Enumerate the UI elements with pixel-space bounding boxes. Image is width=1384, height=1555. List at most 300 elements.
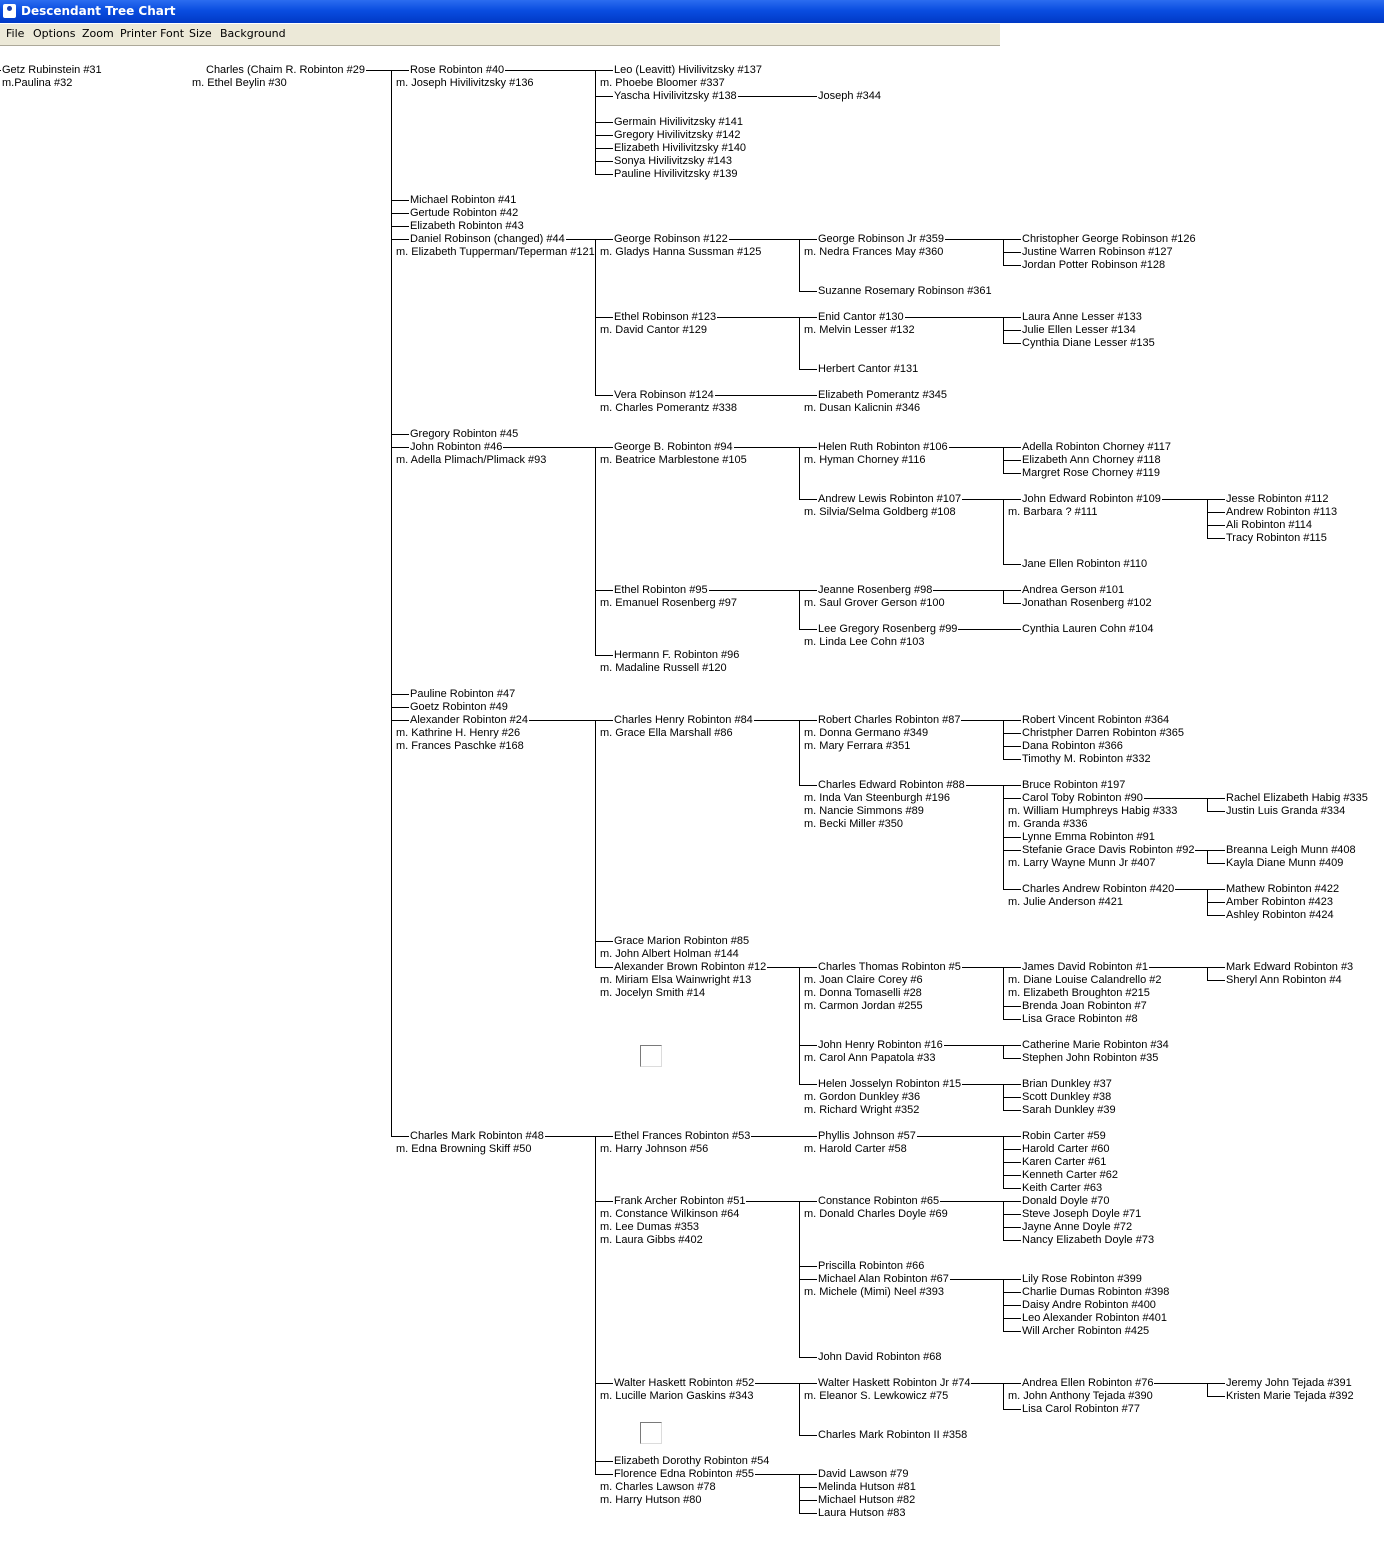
connector-line [503, 447, 595, 448]
connector-line [391, 226, 409, 227]
spouse-label: m. Michele (Mimi) Neel #393 [804, 1286, 944, 1298]
connector-line [1003, 1214, 1021, 1215]
person-node[interactable]: Lisa Grace Robinton #8 [1022, 1013, 1138, 1025]
person-node[interactable]: Jesse Robinton #112 [1226, 493, 1329, 505]
spouse-label: m. Harold Carter #58 [804, 1143, 907, 1155]
connector-line [746, 1201, 799, 1202]
person-node[interactable]: Hermann F. Robinton #96 [614, 649, 740, 661]
person-node[interactable]: Charles Andrew Robinton #420 [1022, 883, 1175, 895]
person-node[interactable]: Gregory Hivilivitzsky #142 [614, 129, 741, 141]
connector-line [944, 1045, 1003, 1046]
person-node[interactable]: Carol Toby Robinton #90 [1022, 792, 1143, 804]
connector-line [799, 1201, 817, 1202]
spouse-label: m. Lucille Marion Gaskins #343 [600, 1390, 754, 1402]
connector-line [1003, 1331, 1021, 1332]
connector-line [1003, 460, 1021, 461]
connector-line [799, 967, 800, 1085]
person-node[interactable]: Melinda Hutson #81 [818, 1481, 916, 1493]
spouse-label: m. Charles Lawson #78 [600, 1481, 716, 1493]
person-node[interactable]: Amber Robinton #423 [1226, 896, 1334, 908]
person-node[interactable]: Daisy Andre Robinton #400 [1022, 1299, 1156, 1311]
person-node[interactable]: Sarah Dunkley #39 [1022, 1104, 1116, 1116]
person-node[interactable]: Germain Hivilivitzsky #141 [614, 116, 743, 128]
connector-line [1003, 1006, 1021, 1007]
connector-line [1207, 850, 1208, 864]
person-node[interactable]: Andrew Robinton #113 [1226, 506, 1338, 518]
person-node[interactable]: Elizabeth Dorothy Robinton #54 [614, 1455, 770, 1467]
connector-line [1207, 863, 1225, 864]
person-node[interactable]: Kenneth Carter #62 [1022, 1169, 1119, 1181]
connector-line [595, 395, 613, 396]
connector-line [1207, 967, 1208, 981]
connector-line [595, 447, 596, 656]
person-node[interactable]: Herbert Cantor #131 [818, 363, 919, 375]
person-node[interactable]: Getz Rubinstein #31 [2, 64, 102, 76]
spouse-label: m. Donald Charles Doyle #69 [804, 1208, 948, 1220]
connector-line [595, 122, 613, 123]
person-node[interactable]: Daniel Robinson (changed) #44 [410, 233, 565, 245]
spouse-label: m. Nedra Frances May #360 [804, 246, 944, 258]
menu-zoom[interactable]: Zoom [82, 27, 114, 40]
connector-line [391, 70, 392, 1137]
person-node[interactable]: Michael Hutson #82 [818, 1494, 916, 1506]
connector-line [799, 239, 817, 240]
spouse-label: m. Miriam Elsa Wainwright #13 [600, 974, 752, 986]
person-node[interactable]: Charlie Dumas Robinton #398 [1022, 1286, 1170, 1298]
connector-line [595, 70, 613, 71]
person-node[interactable]: Bruce Robinton #197 [1022, 779, 1126, 791]
spouse-label: m. Richard Wright #352 [804, 1104, 920, 1116]
connector-line [1207, 811, 1225, 812]
person-node[interactable]: Steve Joseph Doyle #71 [1022, 1208, 1142, 1220]
connector-line [1003, 1279, 1021, 1280]
connector-line [799, 1435, 817, 1436]
connector-line [1003, 1045, 1021, 1046]
person-node[interactable]: Ali Robinton #114 [1226, 519, 1313, 531]
connector-line [1003, 733, 1021, 734]
connector-line [595, 967, 613, 968]
person-node[interactable]: Phyllis Johnson #57 [818, 1130, 916, 1142]
spouse-label: m. Granda #336 [1008, 818, 1088, 830]
connector-line [1207, 967, 1225, 968]
connector-line [391, 720, 409, 721]
connector-line [1003, 1201, 1021, 1202]
spouse-label: m. Ethel Beylin #30 [192, 77, 287, 89]
spouse-label: m. Diane Louise Calandrello #2 [1008, 974, 1162, 986]
spouse-label: m. Harry Hutson #80 [600, 1494, 702, 1506]
connector-line [1003, 798, 1021, 799]
spouse-label: m. Edna Browning Skiff #50 [396, 1143, 532, 1155]
connector-line [799, 96, 817, 97]
person-node[interactable]: Gertude Robinton #42 [410, 207, 519, 219]
connector-line [717, 317, 799, 318]
connector-line [751, 1136, 799, 1137]
spouse-label: m. Gordon Dunkley #36 [804, 1091, 921, 1103]
person-node[interactable]: Jordan Potter Robinson #128 [1022, 259, 1166, 271]
connector-line [799, 1045, 817, 1046]
connector-line [1003, 1292, 1021, 1293]
menu-options[interactable]: Options [33, 27, 76, 40]
person-node[interactable]: Robert Vincent Robinton #364 [1022, 714, 1170, 726]
person-node[interactable]: Julie Ellen Lesser #134 [1022, 324, 1136, 336]
connector-line [1003, 1188, 1021, 1189]
person-node[interactable]: Harold Carter #60 [1022, 1143, 1110, 1155]
spouse-label: m. Jocelyn Smith #14 [600, 987, 706, 999]
person-node[interactable]: Alexander Brown Robinton #12 [614, 961, 767, 973]
connector-line [1003, 499, 1004, 565]
person-node[interactable]: Jayne Anne Doyle #72 [1022, 1221, 1133, 1233]
spouse-label: m. Harry Johnson #56 [600, 1143, 709, 1155]
connector-line [799, 967, 817, 968]
connector-line [945, 239, 1003, 240]
spouse-label: m. Silvia/Selma Goldberg #108 [804, 506, 956, 518]
person-node[interactable]: Leo (Leavitt) Hivilivitzsky #137 [614, 64, 762, 76]
connector-line [1207, 525, 1225, 526]
connector-line [940, 1201, 1003, 1202]
spouse-label: m. Gladys Hanna Sussman #125 [600, 246, 762, 258]
person-node[interactable]: George Robinson Jr #359 [818, 233, 944, 245]
connector-line [966, 785, 1003, 786]
connector-line [595, 1474, 613, 1475]
connector-line [1003, 629, 1021, 630]
connector-line [595, 720, 613, 721]
person-node[interactable]: Frank Archer Robinton #51 [614, 1195, 746, 1207]
connector-line [949, 447, 1003, 448]
spouse-label: m. John Albert Holman #144 [600, 948, 739, 960]
connector-line [1003, 1058, 1021, 1059]
connector-line [1003, 473, 1021, 474]
connector-line [595, 317, 613, 318]
connector-line [595, 1383, 613, 1384]
person-node[interactable]: Tracy Robinton #115 [1226, 532, 1327, 544]
connector-line [1003, 967, 1021, 968]
person-node[interactable]: Charles Mark Robinton II #358 [818, 1429, 968, 1441]
connector-line [958, 629, 1003, 630]
person-node[interactable]: Karen Carter #61 [1022, 1156, 1107, 1168]
person-node[interactable]: Justin Luis Granda #334 [1226, 805, 1346, 817]
connector-line [1003, 1318, 1021, 1319]
connector-line [595, 1461, 613, 1462]
person-node[interactable]: Florence Edna Robinton #55 [614, 1468, 755, 1480]
spouse-label: m. Eleanor S. Lewkowicz #75 [804, 1390, 949, 1402]
person-node[interactable]: Stephen John Robinton #35 [1022, 1052, 1159, 1064]
person-node[interactable]: Grace Marion Robinton #85 [614, 935, 750, 947]
person-node[interactable]: Gregory Robinton #45 [410, 428, 519, 440]
connector-line [1003, 564, 1021, 565]
menu-background[interactable]: Background [220, 27, 286, 40]
connector-line [595, 447, 613, 448]
connector-line [595, 590, 613, 591]
connector-line [1207, 538, 1225, 539]
person-node[interactable]: Yascha Hivilivitzsky #138 [614, 90, 737, 102]
connector-line [1003, 265, 1021, 266]
spouse-label: m. Saul Grover Gerson #100 [804, 597, 945, 609]
connector-line [595, 161, 613, 162]
empty-checkbox[interactable] [640, 1045, 662, 1067]
person-node[interactable]: Jeremy John Tejada #391 [1226, 1377, 1352, 1389]
spouse-label: m. Emanuel Rosenberg #97 [600, 597, 737, 609]
person-node[interactable]: Rose Robinton #40 [410, 64, 505, 76]
connector-line [1003, 499, 1021, 500]
person-node[interactable]: Sonya Hivilivitzsky #143 [614, 155, 732, 167]
person-node[interactable]: Kayla Diane Munn #409 [1226, 857, 1344, 869]
spouse-label: m. Joan Claire Corey #6 [804, 974, 923, 986]
person-node[interactable]: Laura Hutson #83 [818, 1507, 906, 1519]
connector-line [595, 655, 613, 656]
person-node[interactable]: Kristen Marie Tejada #392 [1226, 1390, 1354, 1402]
connector-line [799, 317, 800, 370]
spouse-label: m. Carmon Jordan #255 [804, 1000, 923, 1012]
connector-line [799, 1357, 817, 1358]
connector-line [1003, 720, 1021, 721]
person-node[interactable]: Ethel Robinton #95 [614, 584, 708, 596]
connector-line [1003, 1084, 1021, 1085]
spouse-label: m. Grace Ella Marshall #86 [600, 727, 733, 739]
person-node[interactable]: Adella Robinton Chorney #117 [1022, 441, 1172, 453]
connector-line [1154, 1383, 1207, 1384]
spouse-label: m. Beatrice Marblestone #105 [600, 454, 747, 466]
person-node[interactable]: Michael Robinton #41 [410, 194, 517, 206]
person-node[interactable]: Helen Josselyn Robinton #15 [818, 1078, 962, 1090]
person-node[interactable]: George Robinson #122 [614, 233, 728, 245]
connector-line [950, 1279, 1003, 1280]
person-node[interactable]: Laura Anne Lesser #133 [1022, 311, 1142, 323]
connector-line [962, 967, 1003, 968]
person-node[interactable]: Priscilla Robinton #66 [818, 1260, 925, 1272]
person-node[interactable]: Walter Haskett Robinton Jr #74 [818, 1377, 971, 1389]
connector-line [799, 1266, 817, 1267]
person-node[interactable]: Lisa Carol Robinton #77 [1022, 1403, 1141, 1415]
connector-line [545, 1136, 595, 1137]
connector-line [595, 1201, 613, 1202]
connector-line [1003, 1305, 1021, 1306]
person-node[interactable]: Pauline Robinton #47 [410, 688, 516, 700]
spouse-label: m. Constance Wilkinson #64 [600, 1208, 740, 1220]
person-node[interactable]: Breanna Leigh Munn #408 [1226, 844, 1356, 856]
connector-line [799, 395, 817, 396]
connector-line [799, 590, 800, 630]
person-node[interactable]: Charles Mark Robinton #48 [410, 1130, 544, 1142]
connector-line [1003, 967, 1004, 1020]
person-node[interactable]: Stefanie Grace Davis Robinton #92 [1022, 844, 1195, 856]
person-node[interactable]: Michael Alan Robinton #67 [818, 1273, 949, 1285]
connector-line [391, 200, 409, 201]
person-node[interactable]: Jonathan Rosenberg #102 [1022, 597, 1152, 609]
person-node[interactable]: Elizabeth Pomerantz #345 [818, 389, 948, 401]
person-node[interactable]: Elizabeth Ann Chorney #118 [1022, 454, 1161, 466]
connector-line [566, 239, 595, 240]
connector-line [1003, 1240, 1021, 1241]
connector-line [1003, 1149, 1021, 1150]
connector-line [799, 499, 817, 500]
connector-line [1003, 590, 1004, 604]
menu-size[interactable]: Size [189, 27, 212, 40]
connector-line [755, 1474, 799, 1475]
connector-line [799, 1084, 817, 1085]
connector-line [1003, 785, 1021, 786]
connector-line [1003, 1201, 1004, 1241]
connector-line [1207, 1396, 1225, 1397]
person-node[interactable]: Catherine Marie Robinton #34 [1022, 1039, 1169, 1051]
connector-line [799, 291, 817, 292]
person-node[interactable]: Dana Robinton #366 [1022, 740, 1123, 752]
person-node[interactable]: Elizabeth Hivilivitzsky #140 [614, 142, 747, 154]
person-node[interactable]: Suzanne Rosemary Robinson #361 [818, 285, 992, 297]
person-node[interactable]: Enid Cantor #130 [818, 311, 904, 323]
connector-line [366, 70, 391, 71]
connector-line [595, 96, 613, 97]
connector-line [1003, 746, 1021, 747]
empty-checkbox[interactable] [640, 1422, 662, 1444]
connector-line [1207, 889, 1225, 890]
connector-line [1144, 798, 1207, 799]
connector-line [1207, 1383, 1225, 1384]
connector-line [1207, 902, 1225, 903]
connector-line [529, 720, 595, 721]
person-node[interactable]: Brenda Joan Robinton #7 [1022, 1000, 1147, 1012]
connector-line [595, 941, 613, 942]
person-node[interactable]: Alexander Robinton #24 [410, 714, 529, 726]
person-node[interactable]: Joseph #344 [818, 90, 881, 102]
connector-line [1003, 252, 1021, 253]
connector-line [1207, 798, 1225, 799]
menu-file[interactable]: File [6, 27, 25, 40]
spouse-label: m. David Cantor #129 [600, 324, 707, 336]
person-node[interactable]: Jeanne Rosenberg #98 [818, 584, 933, 596]
person-node[interactable]: Elizabeth Robinton #43 [410, 220, 524, 232]
person-node[interactable]: Donald Doyle #70 [1022, 1195, 1110, 1207]
spouse-label: m. Melvin Lesser #132 [804, 324, 915, 336]
person-node[interactable]: Andrea Ellen Robinton #76 [1022, 1377, 1154, 1389]
person-node[interactable]: Ethel Frances Robinton #53 [614, 1130, 751, 1142]
spouse-label: m. Barbara ? #111 [1008, 506, 1098, 518]
connector-line [933, 590, 1003, 591]
spouse-label: m. Frances Paschke #168 [396, 740, 524, 752]
spouse-label: m.Paulina #32 [2, 77, 73, 89]
person-node[interactable]: Andrea Gerson #101 [1022, 584, 1125, 596]
person-node[interactable]: Will Archer Robinton #425 [1022, 1325, 1150, 1337]
person-node[interactable]: David Lawson #79 [818, 1468, 909, 1480]
person-node[interactable]: Justine Warren Robinson #127 [1022, 246, 1173, 258]
person-node[interactable]: Vera Robinson #124 [614, 389, 714, 401]
person-node[interactable]: Helen Ruth Robinton #106 [818, 441, 948, 453]
connector-line [595, 1136, 596, 1475]
person-node[interactable]: Robin Carter #59 [1022, 1130, 1106, 1142]
person-node[interactable]: Charles (Chaim R. Robinton #29 [206, 64, 365, 76]
person-node[interactable]: John Robinton #46 [410, 441, 503, 453]
connector-line [799, 369, 817, 370]
person-node[interactable]: Robert Charles Robinton #87 [818, 714, 961, 726]
person-node[interactable]: James David Robinton #1 [1022, 961, 1148, 973]
person-node[interactable]: Cynthia Diane Lesser #135 [1022, 337, 1155, 349]
connector-line [734, 447, 799, 448]
person-node[interactable]: Margret Rose Chorney #119 [1022, 467, 1160, 479]
person-node[interactable]: Ashley Robinton #424 [1226, 909, 1334, 921]
person-node[interactable]: Mark Edward Robinton #3 [1226, 961, 1354, 973]
person-node[interactable]: John David Robinton #68 [818, 1351, 942, 1363]
person-node[interactable]: Timothy M. Robinton #332 [1022, 753, 1151, 765]
menu-printer-font[interactable]: Printer Font [120, 27, 185, 40]
connector-line [1003, 1110, 1021, 1111]
window-title: Descendant Tree Chart [21, 4, 176, 18]
connector-line [595, 148, 613, 149]
person-node[interactable]: Nancy Elizabeth Doyle #73 [1022, 1234, 1155, 1246]
connector-line [799, 785, 817, 786]
connector-line [595, 239, 613, 240]
spouse-label: m. Lee Dumas #353 [600, 1221, 700, 1233]
connector-line [391, 70, 409, 71]
connector-line [1207, 499, 1208, 539]
spouse-label: m. Madaline Russell #120 [600, 662, 727, 674]
person-node[interactable]: Charles Henry Robinton #84 [614, 714, 753, 726]
connector-line [391, 434, 409, 435]
person-node[interactable]: Walter Haskett Robinton #52 [614, 1377, 755, 1389]
person-node[interactable]: John Edward Robinton #109 [1022, 493, 1161, 505]
connector-line [1003, 239, 1021, 240]
person-node[interactable]: Rachel Elizabeth Habig #335 [1226, 792, 1368, 804]
person-node[interactable]: John Henry Robinton #16 [818, 1039, 943, 1051]
person-node[interactable]: Scott Dunkley #38 [1022, 1091, 1112, 1103]
person-node[interactable]: Jane Ellen Robinton #110 [1022, 558, 1148, 570]
person-node[interactable]: Goetz Robinton #49 [410, 701, 508, 713]
connector-line [391, 694, 409, 695]
spouse-label: m. Joseph Hivilivitzsky #136 [396, 77, 534, 89]
spouse-label: m. Elizabeth Tupperman/Teperman #121 [396, 246, 595, 258]
connector-line [1003, 1383, 1004, 1410]
spouse-label: m. Larry Wayne Munn Jr #407 [1008, 857, 1156, 869]
person-node[interactable]: Keith Carter #63 [1022, 1182, 1103, 1194]
connector-line [738, 96, 799, 97]
person-node[interactable]: Charles Edward Robinton #88 [818, 779, 965, 791]
connector-line [391, 1136, 409, 1137]
person-node[interactable]: Leo Alexander Robinton #401 [1022, 1312, 1167, 1324]
person-node[interactable]: Brian Dunkley #37 [1022, 1078, 1112, 1090]
person-node[interactable]: Mathew Robinton #422 [1226, 883, 1340, 895]
spouse-label: m. Adella Plimach/Plimack #93 [396, 454, 547, 466]
connector-line [391, 447, 409, 448]
connector-line [1207, 512, 1225, 513]
person-node[interactable]: Pauline Hivilivitzsky #139 [614, 168, 738, 180]
spouse-label: m. Nancie Simmons #89 [804, 805, 924, 817]
person-node[interactable]: Christpher Darren Robinton #365 [1022, 727, 1185, 739]
person-node[interactable]: Cynthia Lauren Cohn #104 [1022, 623, 1154, 635]
person-node[interactable]: Constance Robinton #65 [818, 1195, 940, 1207]
person-node[interactable]: Ethel Robinson #123 [614, 311, 717, 323]
person-node[interactable]: Lily Rose Robinton #399 [1022, 1273, 1142, 1285]
person-node[interactable]: George B. Robinton #94 [614, 441, 733, 453]
connector-line [755, 1383, 799, 1384]
spouse-label: m. John Anthony Tejada #390 [1008, 1390, 1153, 1402]
connector-line [505, 70, 595, 71]
connector-line [1162, 499, 1207, 500]
person-node[interactable]: Sheryl Ann Robinton #4 [1226, 974, 1342, 986]
connector-line [961, 720, 1003, 721]
connector-line [1003, 1136, 1021, 1137]
person-node[interactable]: Lynne Emma Robinton #91 [1022, 831, 1155, 843]
person-node[interactable]: Christopher George Robinson #126 [1022, 233, 1196, 245]
connector-line [754, 720, 799, 721]
person-node[interactable]: Charles Thomas Robinton #5 [818, 961, 961, 973]
connector-line [799, 590, 817, 591]
person-node[interactable]: Lee Gregory Rosenberg #99 [818, 623, 958, 635]
spouse-label: m. William Humphreys Habig #333 [1008, 805, 1178, 817]
person-node[interactable]: Andrew Lewis Robinton #107 [818, 493, 962, 505]
connector-line [1003, 1162, 1021, 1163]
connector-line [1175, 889, 1207, 890]
connector-line [1003, 850, 1021, 851]
spouse-label: m. Julie Anderson #421 [1008, 896, 1123, 908]
spouse-label: m. Dusan Kalicnin #346 [804, 402, 921, 414]
